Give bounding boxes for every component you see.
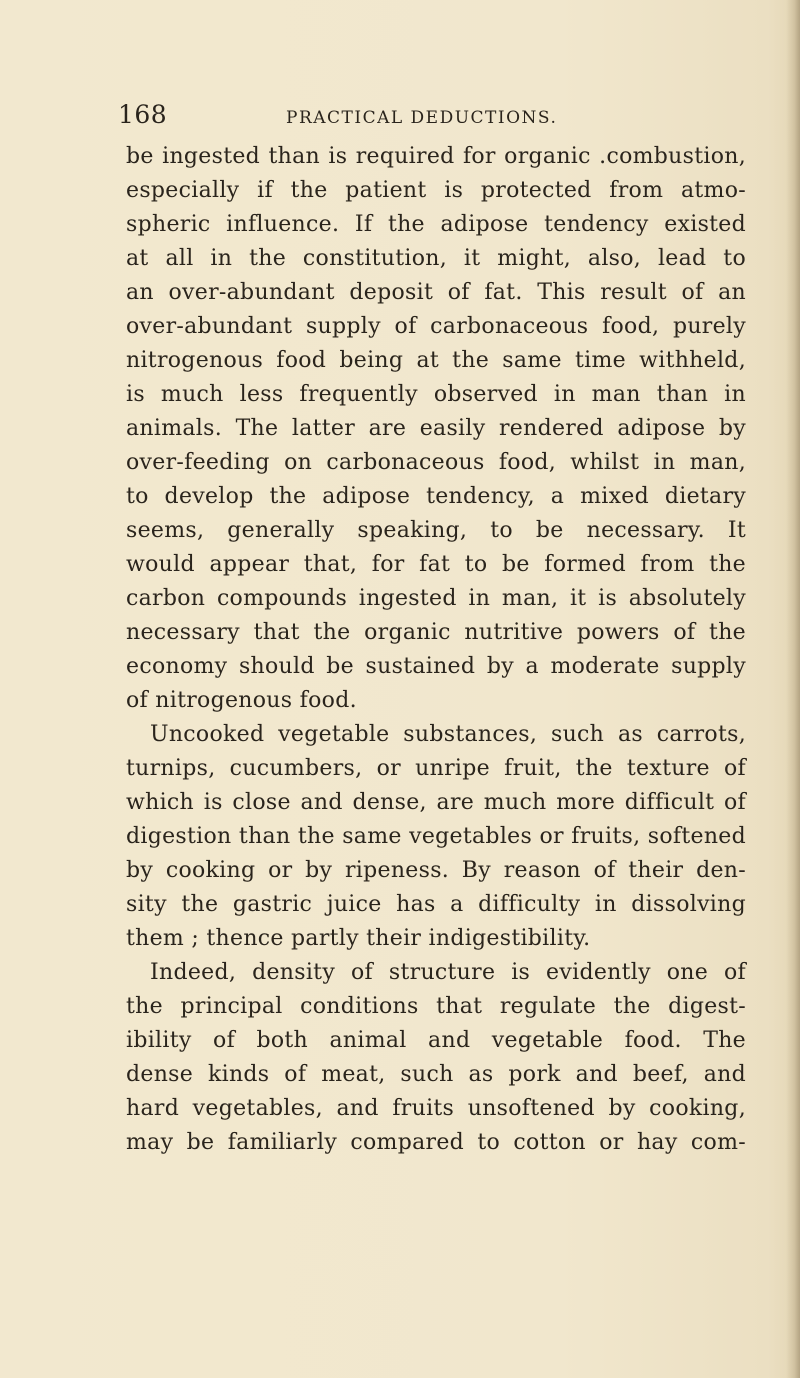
text-line: turnips, cucumbers, or unripe fruit, the texture of [126, 756, 746, 781]
text-line: ibility of both animal and vegetable food. The [126, 1028, 746, 1053]
text-line: carbon compounds ingested in man, it is absolutely [126, 586, 746, 611]
text-line: spheric influence. If the adipose tendency existed [126, 212, 746, 237]
text-line: economy should be sustained by a moderate supply [126, 654, 746, 679]
paragraph-end-line: them ; thence partly their indigestibility. [126, 926, 591, 951]
text-line: over-feeding on carbonaceous food, whilst in man, [126, 450, 746, 475]
paragraph-end-line: of nitrogenous food. [126, 688, 357, 713]
text-line: be ingested than is required for organic .combustion, [126, 144, 746, 169]
page-number: 168 [118, 100, 168, 129]
text-line: sity the gastric juice has a difficulty in dissolving [126, 892, 746, 917]
page-edge-shadow [786, 0, 800, 1378]
text-line: animals. The latter are easily rendered adipose by [126, 416, 746, 441]
text-line: hard vegetables, and fruits unsoftened by cooking, [126, 1096, 746, 1121]
paragraph-start-line: Uncooked vegetable substances, such as carrots, [150, 722, 746, 747]
text-line: especially if the patient is protected from atmo- [126, 178, 746, 203]
text-line: would appear that, for fat to be formed from the [126, 552, 746, 577]
text-line: to develop the adipose tendency, a mixed dietary [126, 484, 746, 509]
text-line: an over-abundant deposit of fat. This result of an [126, 280, 746, 305]
body-text [126, 140, 746, 1160]
text-line: over-abundant supply of carbonaceous food, purely [126, 314, 746, 339]
text-line: nitrogenous food being at the same time withheld, [126, 348, 746, 373]
text-line: digestion than the same vegetables or fruits, softened [126, 824, 746, 849]
running-head: PRACTICAL DEDUCTIONS. [286, 108, 558, 128]
text-line: by cooking or by ripeness. By reason of their den- [126, 858, 746, 883]
text-line: may be familiarly compared to cotton or hay com- [126, 1130, 746, 1155]
text-line: dense kinds of meat, such as pork and beef, and [126, 1062, 746, 1087]
text-line: which is close and dense, are much more difficult of [126, 790, 746, 815]
text-line: necessary that the organic nutritive powers of the [126, 620, 746, 645]
text-line: at all in the constitution, it might, also, lead to [126, 246, 746, 271]
paragraph-start-line: Indeed, density of structure is evidently one of [150, 960, 746, 985]
text-line: the principal conditions that regulate the digest- [126, 994, 746, 1019]
text-line: seems, generally speaking, to be necessary. It [126, 518, 746, 543]
text-line: is much less frequently observed in man than in [126, 382, 746, 407]
page-header [118, 100, 748, 136]
